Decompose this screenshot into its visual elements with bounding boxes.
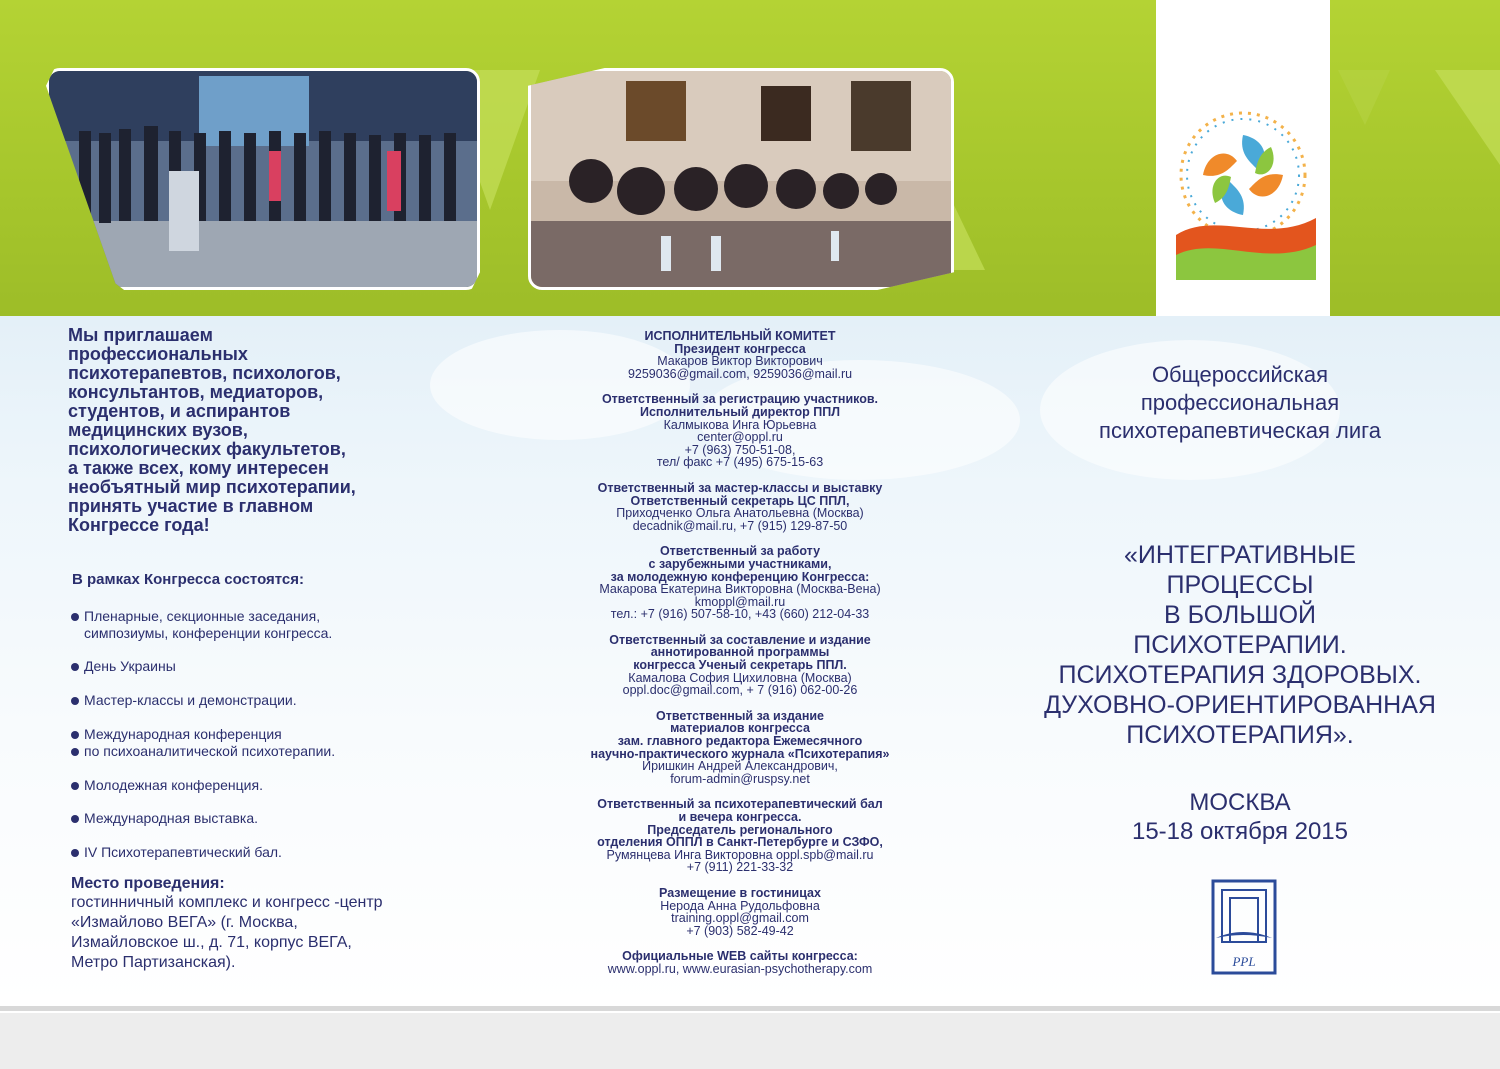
invite-line: необъятный мир психотерапии, bbox=[68, 477, 356, 497]
committee-role: отделения ОППЛ в Санкт-Петербурге и СЗФО, bbox=[597, 835, 883, 850]
invite-line: принять участие в главном bbox=[68, 496, 314, 516]
event-item: Международная выставка. bbox=[68, 810, 488, 827]
venue-line: Метро Партизанская). bbox=[71, 954, 236, 971]
committee-block-websites bbox=[520, 950, 960, 975]
committee-contact: center@oppl.ru bbox=[697, 430, 783, 445]
title-line: В БОЛЬШОЙ bbox=[1163, 601, 1317, 629]
left-column bbox=[68, 326, 488, 973]
committee-role: Ответственный за мастер-классы и выставку bbox=[597, 480, 883, 495]
event-item: Молодежная конференция. bbox=[68, 777, 488, 794]
bullet-icon bbox=[71, 613, 79, 621]
committee-role: конгресса Ученый секретарь ППЛ. bbox=[633, 658, 847, 673]
committee-block-ball bbox=[520, 798, 960, 874]
bullet-icon bbox=[71, 849, 79, 857]
committee-person: Макарова Екатерина Викторовна (Москва-Вена) bbox=[599, 582, 881, 597]
committee-block-registration bbox=[520, 393, 960, 469]
committee-person: Нерода Анна Рудольфовна bbox=[660, 898, 820, 913]
committee-role: за молодежную конференцию Конгресса: bbox=[610, 569, 870, 584]
committee-role: Ответственный за издание bbox=[655, 708, 825, 723]
committee-role: Ответственный за регистрацию участников. bbox=[601, 392, 879, 407]
event-item: Мастер-классы и демонстрации. bbox=[68, 692, 488, 709]
conference-stage-photo bbox=[46, 68, 480, 290]
invite-line: Конгрессе года! bbox=[68, 515, 210, 535]
venue-heading: Место проведения: bbox=[71, 875, 225, 892]
committee-contact: тел/ факс +7 (495) 675-15-63 bbox=[656, 455, 824, 470]
committee-contact: +7 (911) 221-33-32 bbox=[686, 860, 794, 875]
invite-line: психологических факультетов, bbox=[68, 439, 346, 459]
title-line: ПСИХОТЕРАПИИ. bbox=[1133, 631, 1347, 659]
triangle-shape-3 bbox=[1435, 70, 1500, 165]
committee-heading: ИСПОЛНИТЕЛЬНЫЙ КОМИТЕТ bbox=[644, 329, 836, 343]
org-line: психотерапевтическая лига bbox=[1099, 418, 1381, 443]
venue-address bbox=[71, 893, 488, 973]
conference-audience-photo bbox=[528, 68, 954, 290]
committee-person: Приходченко Ольга Анатольевна (Москва) bbox=[616, 506, 864, 521]
logo-swirl-2 bbox=[1249, 174, 1283, 196]
committee-role: Ответственный за работу bbox=[659, 544, 821, 559]
bullet-icon bbox=[71, 815, 79, 823]
committee-person: Макаров Виктор Викторович bbox=[657, 354, 823, 369]
emblem-bird bbox=[1216, 932, 1272, 938]
bottom-divider bbox=[0, 1006, 1500, 1011]
committee-role: и вечера конгресса. bbox=[678, 810, 802, 824]
committee-role: Ответственный за составление и издание bbox=[609, 632, 871, 647]
committee-role: Ответственный секретарь ЦС ППЛ, bbox=[630, 493, 850, 508]
stage-photo-illustration bbox=[49, 71, 480, 290]
title-line: «ИНТЕГРАТИВНЫЕ bbox=[1124, 541, 1356, 569]
venue-line: Измайловское ш., д. 71, корпус ВЕГА, bbox=[71, 934, 352, 951]
committee-contact: тел.: +7 (916) 507-58-10, +43 (660) 212-04-33 bbox=[610, 607, 870, 622]
bullet-icon bbox=[71, 748, 79, 756]
event-item: по психоаналитической психотерапии. bbox=[68, 743, 488, 760]
invite-line: а также всех, кому интересен bbox=[68, 458, 329, 478]
events-heading: В рамках Конгресса состоятся: bbox=[72, 571, 305, 588]
committee-contact: +7 (903) 582-49-42 bbox=[686, 923, 794, 938]
bottom-gray-band bbox=[0, 1013, 1500, 1069]
invite-line: медицинских вузов, bbox=[68, 420, 248, 440]
event-item: Пленарные, секционные заседания, bbox=[68, 608, 488, 625]
committee-person: Иришкин Андрей Александрович, bbox=[642, 759, 838, 774]
committee-role: Размещение в гостиницах bbox=[659, 885, 821, 900]
logo-panel bbox=[1156, 0, 1330, 316]
committee-contact: kmoppl@mail.ru bbox=[694, 594, 786, 609]
committee-person: Камалова София Цихиловна (Москва) bbox=[628, 670, 852, 685]
bullet-icon bbox=[71, 697, 79, 705]
invite-line: консультантов, медиаторов, bbox=[68, 382, 324, 402]
committee-role: Официальные WEB сайты конгресса: bbox=[622, 949, 858, 964]
invite-line: психотерапевтов, психологов, bbox=[68, 363, 341, 383]
committee-contact: +7 (963) 750-51-08, bbox=[684, 442, 796, 457]
website-links[interactable]: www.oppl.ru, www.eurasian-psychotherapy.com bbox=[607, 961, 873, 976]
title-line: ДУХОВНО-ОРИЕНТИРОВАННАЯ bbox=[1044, 691, 1436, 719]
invite-line: профессиональных bbox=[68, 344, 248, 364]
bullet-icon bbox=[71, 782, 79, 790]
bullet-icon bbox=[71, 663, 79, 671]
audience-photo-illustration bbox=[531, 71, 954, 290]
event-item-continuation: симпозиумы, конференции конгресса. bbox=[84, 625, 333, 641]
title-line: ПСИХОТЕРАПИЯ». bbox=[1126, 721, 1354, 749]
org-line: Общероссийская bbox=[1151, 362, 1329, 387]
emblem-label: PPL bbox=[1232, 954, 1256, 969]
committee-role: Председатель регионального bbox=[647, 822, 833, 837]
organization-name bbox=[1010, 361, 1470, 445]
committee-contact: forum-admin@ruspsy.net bbox=[670, 771, 810, 786]
org-line: профессиональная bbox=[1140, 390, 1340, 415]
invitation-text bbox=[68, 326, 488, 535]
committee-block-masterclass bbox=[520, 482, 960, 532]
logo-people-ring bbox=[1181, 113, 1305, 237]
committee-block-hotel bbox=[520, 887, 960, 937]
venue-line: гостинничный комплекс и конгресс -центр bbox=[71, 894, 383, 911]
invite-line: студентов, и аспирантов bbox=[68, 401, 291, 421]
committee-block-foreign bbox=[520, 545, 960, 621]
event-item: День Украины bbox=[68, 658, 488, 675]
event-item: Международная конференция bbox=[68, 726, 488, 743]
congress-logo-icon bbox=[1156, 0, 1330, 316]
committee-role: Президент конгресса bbox=[674, 341, 806, 356]
committee-contact: 9259036@gmail.com, 9259036@mail.ru bbox=[627, 366, 853, 381]
committee-block-publishing bbox=[520, 710, 960, 786]
committee-role: научно-практического журнала «Психотерапия» bbox=[590, 746, 890, 761]
ppl-emblem-icon bbox=[1208, 878, 1280, 978]
committee-role: Исполнительный директор ППЛ bbox=[640, 404, 840, 419]
committee-role: зам. главного редактора Ежемесячного bbox=[617, 734, 863, 749]
committee-contact: oppl.doc@gmail.com, + 7 (916) 062-00-26 bbox=[622, 683, 858, 698]
committee-block-program bbox=[520, 634, 960, 697]
title-line: ПРОЦЕССЫ bbox=[1166, 571, 1314, 599]
title-line: ПСИХОТЕРАПИЯ ЗДОРОВЫХ. bbox=[1058, 661, 1422, 689]
committee-person: Румянцева Инга Викторовна oppl.spb@mail.ru bbox=[606, 847, 874, 862]
committee-role: аннотированной программы bbox=[650, 645, 830, 660]
logo-swirl-4 bbox=[1203, 153, 1237, 175]
event-item: IV Психотерапевтический бал. bbox=[68, 844, 488, 861]
city-name: МОСКВА bbox=[1189, 789, 1291, 816]
venue-line: «Измайлово ВЕГА» (г. Москва, bbox=[71, 914, 298, 931]
invite-line: Мы приглашаем bbox=[68, 325, 213, 345]
congress-dates: 15-18 октября 2015 bbox=[1131, 818, 1349, 845]
committee-contact: decadnik@mail.ru, +7 (915) 129-87-50 bbox=[632, 518, 848, 533]
committee-column bbox=[520, 330, 960, 989]
committee-role: Ответственный за психотерапевтический бал bbox=[597, 797, 883, 812]
congress-title bbox=[1010, 540, 1470, 750]
committee-role: материалов конгресса bbox=[670, 721, 810, 736]
committee-person: Калмыкова Инга Юрьевна bbox=[663, 417, 817, 432]
events-list bbox=[68, 608, 488, 861]
congress-place bbox=[1010, 788, 1470, 846]
committee-contact: training.oppl@gmail.com bbox=[671, 911, 809, 926]
bullet-icon bbox=[71, 731, 79, 739]
committee-block-president bbox=[520, 330, 960, 380]
committee-role: с зарубежными участниками, bbox=[648, 556, 832, 571]
triangle-shape-4 bbox=[1338, 70, 1390, 125]
